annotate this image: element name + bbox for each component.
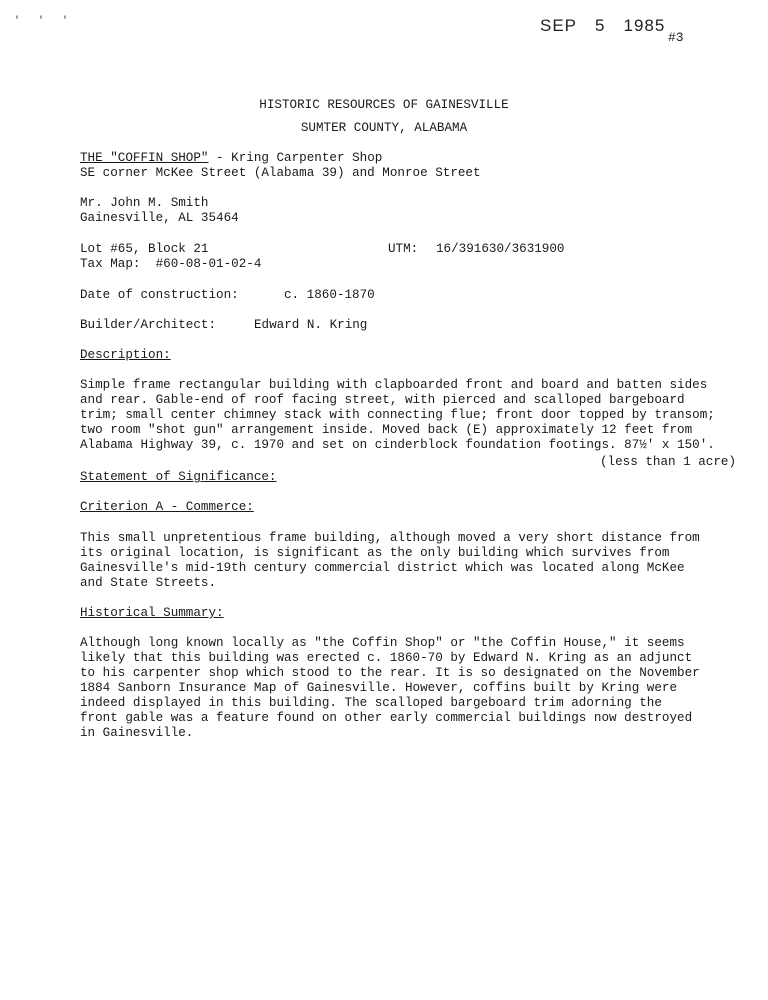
date-stamp	[540, 16, 683, 36]
utm-label: UTM:	[388, 242, 419, 256]
construction-value: c. 1860-1870	[284, 288, 375, 302]
utm-value: 16/391630/3631900	[436, 242, 565, 256]
owner-name: Mr. John M. Smith	[80, 196, 209, 210]
header-title: HISTORIC RESOURCES OF GAINESVILLE	[259, 98, 509, 112]
description-text: Simple frame rectangular building with clapboarded front and board and batten sides and rear. Gable-end of roof facing street, with pierced and scalloped bargeboard trim; small center chimney stack with connecting flue; front door topped by transom; two room "shot gun" arrangement inside. Moved back (E) approximately 12 feet from Alabama Highway 39, c. 1970 and set on cinderblock foundation footings. 87½' x 150'.	[80, 378, 715, 452]
builder-value: Edward N. Kring	[254, 318, 368, 332]
property-alt-name: - Kring Carpenter Shop	[208, 151, 383, 165]
stamp-year: 1985	[623, 16, 666, 35]
page-mark: #3	[668, 30, 684, 45]
significance-heading: Statement of Significance:	[80, 470, 277, 484]
criterion-heading: Criterion A - Commerce:	[80, 500, 254, 514]
corner-marks: ' ' '	[14, 16, 75, 27]
tax-map: Tax Map: #60-08-01-02-4	[80, 257, 262, 271]
property-name: THE "COFFIN SHOP"	[80, 151, 209, 165]
acreage-note: (less than 1 acre)	[600, 455, 737, 469]
construction-label: Date of construction:	[80, 288, 239, 302]
builder-label: Builder/Architect:	[80, 318, 217, 332]
stamp-day: 5	[595, 16, 606, 35]
history-heading: Historical Summary:	[80, 606, 224, 620]
significance-text: This small unpretentious frame building, although moved a very short distance from its original location, is significant as the only building which survives from Gainesville's mid-19th century commercial district which was located along McKee and State Streets.	[80, 531, 700, 590]
header-county: SUMTER COUNTY, ALABAMA	[300, 121, 468, 135]
owner-address: Gainesville, AL 35464	[80, 211, 239, 225]
stamp-month: SEP	[540, 16, 578, 35]
history-text: Although long known locally as "the Coffin Shop" or "the Coffin House," it seems likely that this building was erected c. 1860-70 by Edward N. Kring as an adjunct to his carpenter shop which stood to the rear. It is so designated on the November 1884 Sanborn Insurance Map of Gainesville. However, coffins built by Kring were indeed displayed in this building. The scalloped bargeboard trim adorning the front gable was a feature found on other early commercial buildings now destroyed in Gainesville.	[80, 636, 700, 740]
property-location: SE corner McKee Street (Alabama 39) and Monroe Street	[80, 166, 481, 180]
property-name-line	[80, 151, 382, 166]
lot-block: Lot #65, Block 21	[80, 242, 209, 256]
description-heading: Description:	[80, 348, 171, 362]
